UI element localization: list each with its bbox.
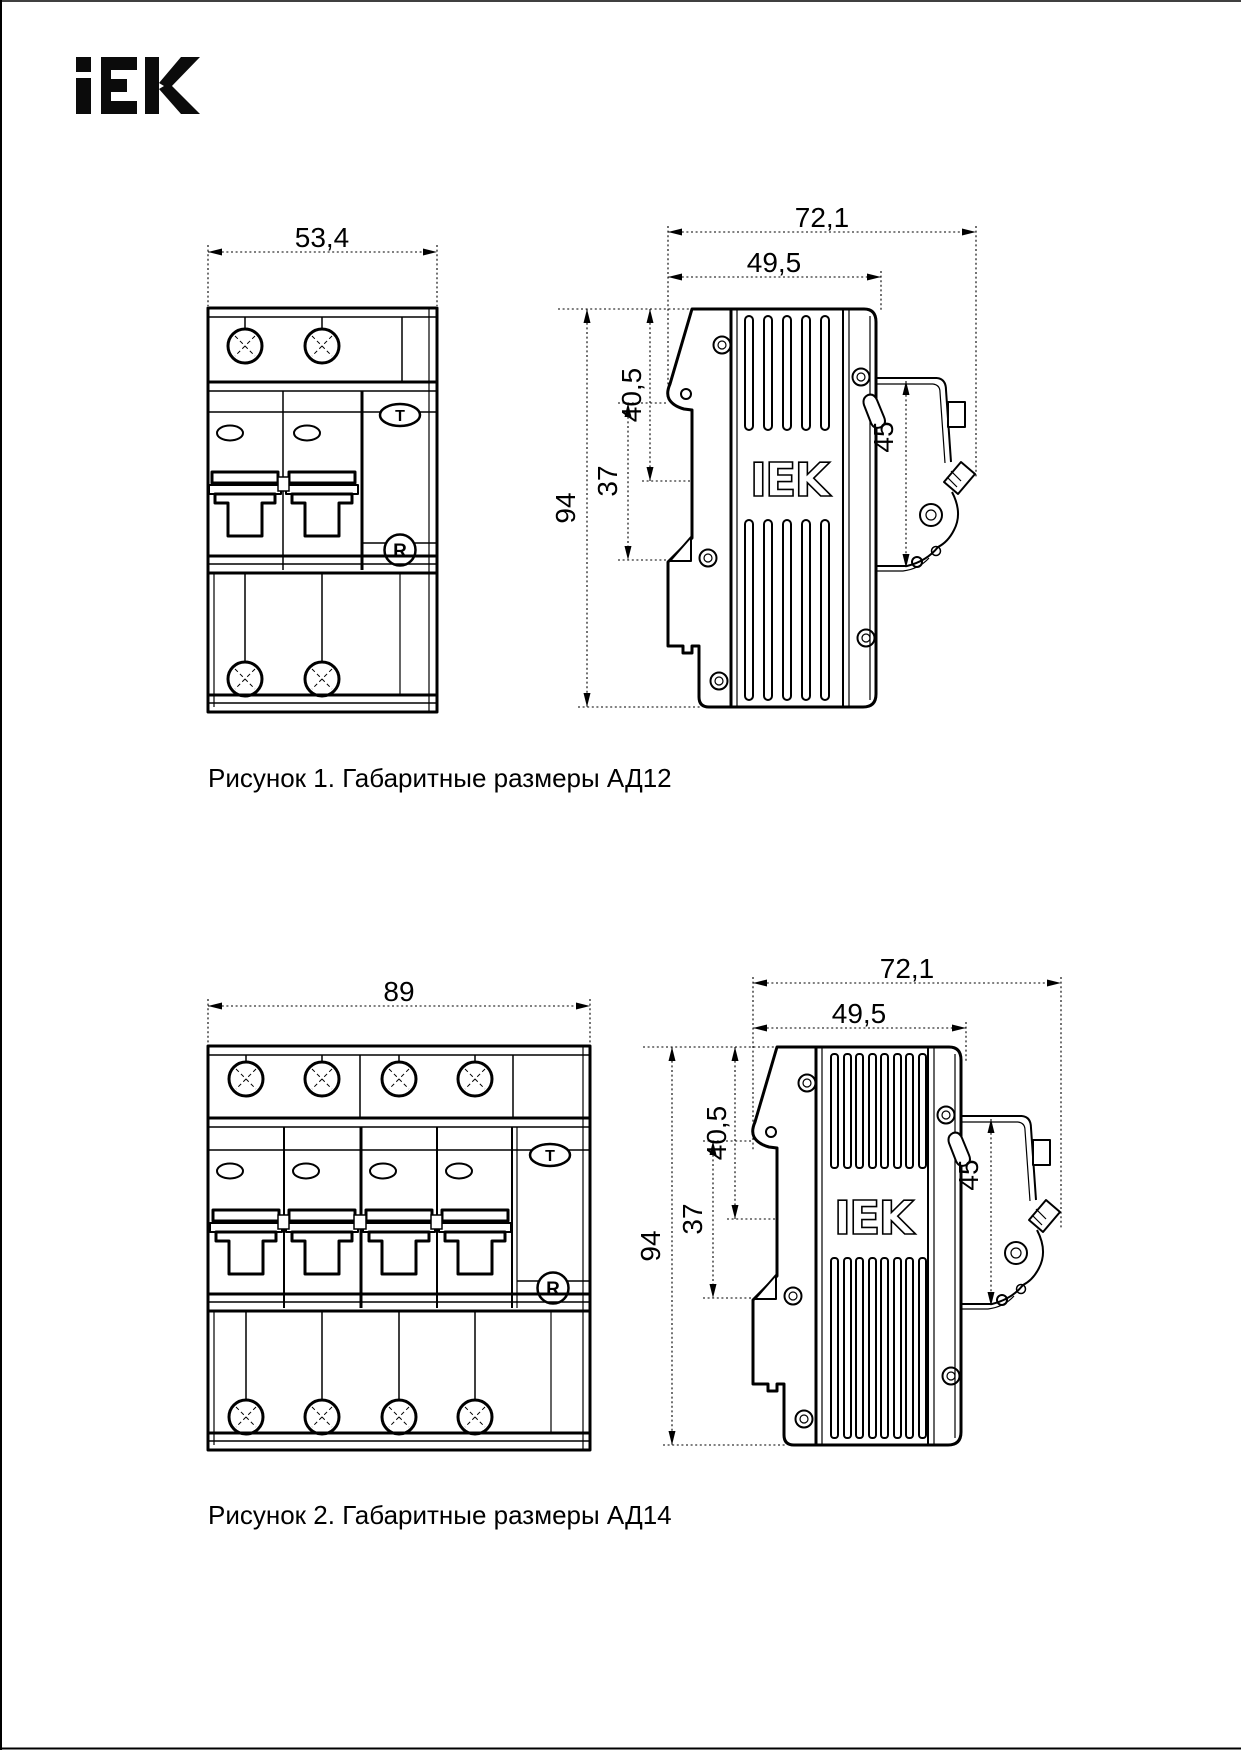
test-button (380, 404, 420, 426)
dim-body-depth-label: 49,5 (831, 998, 887, 1029)
dim-terminal-pitch-label: 45 (868, 421, 899, 453)
reset-button-label: R (546, 1279, 560, 1300)
figure2-ad14 (208, 953, 1061, 1450)
vent-slots (745, 316, 829, 700)
test-button-label: T (395, 408, 405, 425)
dim-height-label: 94 (550, 492, 581, 524)
reset-button (538, 1273, 569, 1304)
figure1-caption: Рисунок 1. Габаритные размеры АД12 (208, 763, 672, 793)
vent-slots (831, 1054, 926, 1438)
dim-top-to-rail-label: 40,5 (701, 1105, 732, 1161)
dim-width-53-4 (208, 222, 437, 306)
figure2-front-view (208, 976, 590, 1450)
iek-logo (76, 57, 200, 114)
test-button (530, 1144, 570, 1166)
figure1-ad12 (208, 202, 976, 712)
dim-top-to-rail-label: 40,5 (616, 367, 647, 423)
molded-brand-mark: IEK (833, 1191, 913, 1245)
reset-button-label: R (393, 541, 407, 562)
dim-width-89 (208, 976, 590, 1044)
dim-rail-zone-label: 37 (677, 1203, 708, 1235)
dim-total-depth-label: 72,1 (794, 202, 850, 233)
dim-rail-zone-label: 37 (592, 465, 623, 497)
reset-button (385, 535, 416, 566)
figure1-side-view (550, 202, 976, 707)
dim-total-depth-label: 72,1 (879, 953, 935, 984)
dim-height-label: 94 (635, 1230, 666, 1262)
dim-width-label: 89 (383, 976, 415, 1007)
dim-body-depth-label: 49,5 (746, 247, 802, 278)
test-button-label: T (545, 1148, 555, 1165)
figure2-caption: Рисунок 2. Габаритные размеры АД14 (208, 1500, 672, 1530)
dim-width-label: 53,4 (294, 222, 350, 253)
dim-terminal-pitch-label: 45 (953, 1159, 984, 1191)
molded-brand-mark: IEK (749, 453, 829, 507)
figure1-front-view (208, 222, 437, 712)
figure2-side-view (635, 953, 1061, 1445)
